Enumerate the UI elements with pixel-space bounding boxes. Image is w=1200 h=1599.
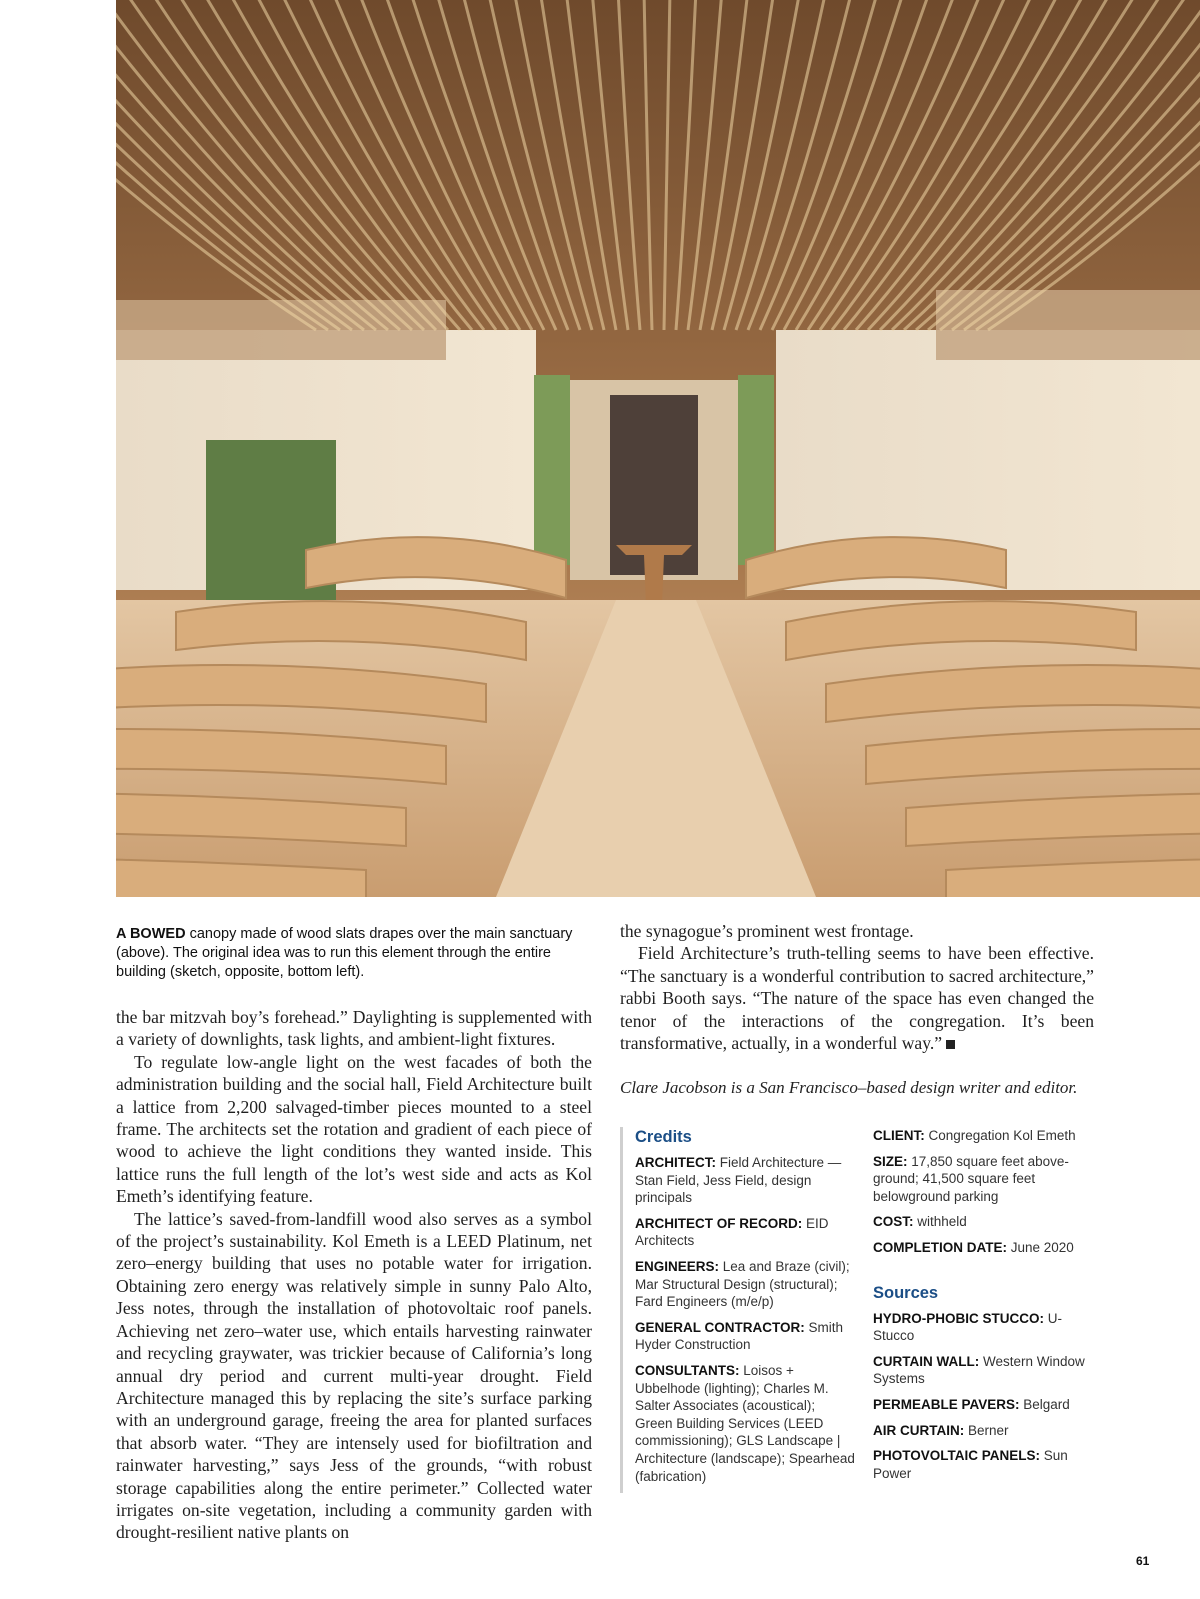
credit-label: GENERAL CONTRACTOR: — [635, 1319, 805, 1335]
body-column-right — [620, 920, 1094, 1054]
credit-value: Congregation Kol Emeth — [924, 1128, 1076, 1143]
body-paragraph: the bar mitzvah boy’s forehead.” Daylighting is supplemented with a variety of downlights, task lights, and ambient-light fixtures. — [116, 1007, 592, 1050]
credit-label: CURTAIN WALL: — [873, 1353, 980, 1369]
sanctuary-photo — [116, 0, 1200, 897]
credit-label: ARCHITECT OF RECORD: — [635, 1215, 803, 1231]
credit-entry — [635, 1154, 855, 1207]
credit-value: Loisos + Ubbelhode (lighting); Charles M. Salter Associates (acoustical); Green Building Services (LEED commissioning); GLS Landscape | Architecture (landscape); Spearhead (fabrication) — [635, 1362, 855, 1484]
credit-value: U-Stucco — [873, 1310, 1062, 1344]
credit-entry — [873, 1127, 1103, 1145]
credit-entry — [873, 1310, 1103, 1345]
body-column-left — [116, 1006, 592, 1544]
credit-value: withheld — [913, 1214, 967, 1230]
sources-list — [873, 1310, 1103, 1483]
credit-label: AIR CURTAIN: — [873, 1422, 965, 1438]
body-paragraph-final — [620, 942, 1094, 1054]
credit-entry — [873, 1396, 1103, 1414]
credit-entry — [873, 1447, 1103, 1482]
sources-title: Sources — [873, 1283, 939, 1302]
body-paragraph: To regulate low-angle light on the west facades of both the administration building and the social hall, Field Architecture built a lattice from 2,200 salvaged-timber pieces mounted to a steel frame. The architects set the rotation and gradient of each piece of wood to achieve the light conditions they wanted inside. This lattice runs the full length of the lot’s west side and acts as Kol Emeth’s identifying feature. — [116, 1051, 592, 1207]
credit-value: Berner — [964, 1422, 1009, 1438]
credit-entry — [873, 1213, 1103, 1231]
body-paragraph-text: Field Architecture’s truth-telling seems to have been effective. “The sanctuary is a wonderful contribution to sacred architecture,” rabbi Booth says. “The nature of the space has even changed the tenor of the interactions of the congregation. It’s been transformative, actually, in a wonderful way.” — [620, 943, 1094, 1054]
credit-entry — [873, 1239, 1103, 1257]
photo-caption — [116, 925, 576, 982]
credit-value: EID Architects — [635, 1215, 829, 1249]
credit-label: COST: — [873, 1214, 914, 1230]
credit-label: CONSULTANTS: — [635, 1362, 740, 1378]
left-clerestory — [116, 300, 446, 360]
credit-entry — [635, 1258, 855, 1311]
credit-label: HYDRO-PHOBIC STUCCO: — [873, 1310, 1044, 1326]
credit-label: COMPLETION DATE: — [873, 1239, 1007, 1255]
credit-value: Lea and Braze (civil); Mar Structural Design (structural); Fard Engineers (m/e/p) — [635, 1258, 850, 1310]
caption-text: canopy made of wood slats drapes over the main sanctuary (above). The original idea was to run this element through the entire building (sketch, opposite, bottom left). — [116, 926, 573, 980]
body-paragraph: The lattice’s saved-from-landfill wood also serves as a symbol of the project’s sustainability. Kol Emeth is a LEED Platinum, net zero–energy building that uses no potable water for irrigation. Obtaining zero energy was relatively simple in sunny Palo Alto, Jess notes, through the installation of photovoltaic roof panels. Achieving net zero–water use, which entails harvesting rainwater and recycling graywater, was trickier because of California’s long annual dry period and current multi-year drought. Field Architecture managed this by replacing the site’s surface parking with an underground garage, freeing the area for planted surfaces that absorb water. “They are intensely used for biofiltration and rainwater harvesting,” says Jess of the grounds, “with robust storage capabilities along the entire perimeter.” Collected water irrigates on-site vegetation, including a community garden with drought-resilient native plants on — [116, 1208, 592, 1543]
credits-title: Credits — [635, 1128, 692, 1146]
credit-value: Belgard — [1019, 1396, 1070, 1412]
credit-value: June 2020 — [1007, 1239, 1074, 1255]
credit-entry — [635, 1215, 855, 1250]
author-byline: Clare Jacobson is a San Francisco–based design writer and editor. — [620, 1078, 1078, 1097]
credit-label: ENGINEERS: — [635, 1258, 720, 1274]
credit-entry — [873, 1353, 1103, 1388]
credit-entry — [635, 1362, 855, 1485]
window-center-right — [738, 375, 774, 565]
credit-label: CLIENT: — [873, 1128, 925, 1143]
credit-entry — [873, 1422, 1103, 1440]
credit-value: Field Architecture — Stan Field, Jess Field, design principals — [635, 1155, 842, 1206]
credit-value: Sun Power — [873, 1448, 1068, 1481]
page-number: 61 — [1136, 1554, 1150, 1568]
project-info-list — [873, 1127, 1103, 1257]
caption-lead: A BOWED — [116, 926, 186, 942]
project-and-sources — [873, 1127, 1103, 1490]
body-paragraph: the synagogue’s prominent west frontage. — [620, 921, 914, 941]
credits-list — [635, 1154, 855, 1485]
credit-value: Western Window Systems — [873, 1353, 1085, 1387]
credit-label: PHOTOVOLTAIC PANELS: — [873, 1448, 1041, 1464]
credits-box — [620, 1127, 855, 1493]
credit-value: 17,850 square feet aboveground; 41,500 square feet belowground parking — [873, 1153, 1069, 1204]
credit-label: ARCHITECT: — [635, 1155, 716, 1170]
window-center-left — [534, 375, 570, 565]
credit-label: SIZE: — [873, 1153, 908, 1169]
end-of-story-mark — [946, 1040, 955, 1049]
credit-value: Smith Hyder Construction — [635, 1319, 844, 1353]
credit-entry — [635, 1319, 855, 1354]
credit-entry — [873, 1153, 1103, 1206]
credit-label: PERMEABLE PAVERS: — [873, 1396, 1020, 1412]
